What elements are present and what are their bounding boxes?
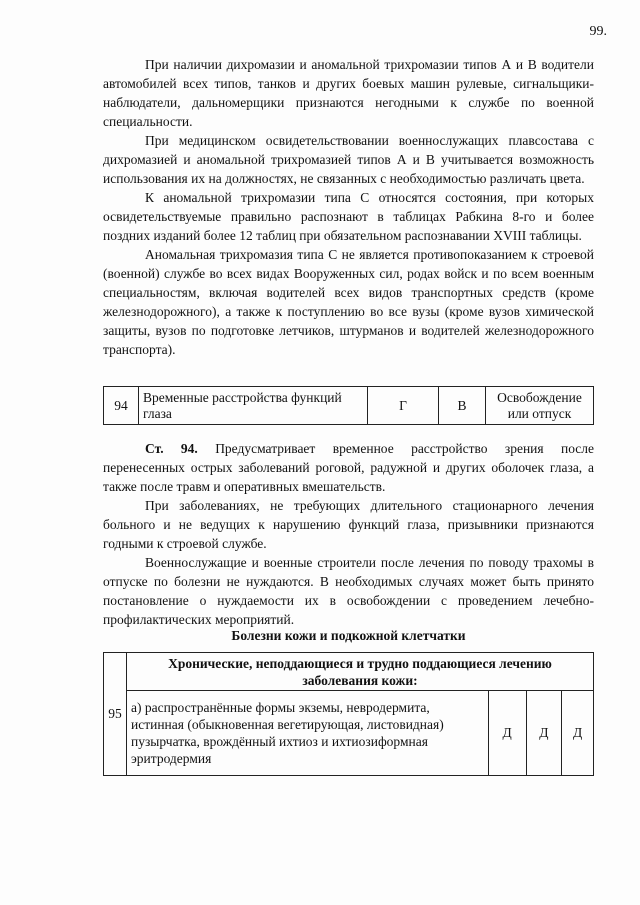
page-number: 99. [589, 24, 607, 39]
table-row [104, 387, 594, 425]
paragraph: При наличии дихромазии и аномальной трихромазии типов А и В водители автомобилей всех типов, танков и других боевых машин рулевые, сигнальщики-наблюдатели, дальномерщики признаются негодными к службе по военной специальности. [103, 57, 594, 129]
paragraph: При медицинском освидетельствовании военнослужащих плавсостава с дихромазией и аномальной трихромазией типов А и В учитывается возможность использования их на должностях, не связанных с необходимостью различать цвета. [103, 133, 594, 186]
paragraph: Военнослужащие и военные строители после лечения по поводу трахомы в отпуске по болезни не нуждаются. В необходимых случаях может быть принято постановление о нуждаемости их в освобождении с проведением лечебно-профилактических мероприятий. [103, 555, 594, 627]
category-cell-2: В [439, 387, 486, 425]
table-row [104, 653, 594, 691]
paragraph [103, 439, 594, 496]
category-cell-3: Освобождение или отпуск [486, 387, 594, 425]
article-94-text-block [103, 439, 594, 629]
article-number-cell: 94 [104, 387, 139, 425]
group-header-cell: Хронические, неподдающиеся и трудно поддающиеся лечению заболевания кожи: [126, 653, 593, 691]
category-cell-3: Д [562, 691, 594, 776]
paragraph: Аномальная трихромазия типа С не является противопоказанием к строевой (военной) службе во всех видах Вооруженных сил, родах войск и по всем военным специальностям, включая водителей всех видов транспортных средств (кроме железнодорожного), а также к поступлению во все вузы (кроме вузов химической защиты, вузов по подготовке летчиков, штурманов и водителей железнодорожного транспорта). [103, 247, 594, 357]
disease-description-cell: а) распространённые формы экземы, невродермита, истинная (обыкновенная вегетирующая, листовидная) пузырчатка, врождённый ихтиоз и ихтиозиформная эритродермия [126, 691, 488, 776]
category-cell-1: Д [488, 691, 526, 776]
disease-description-cell: Временные расстройства функций глаза [139, 387, 368, 425]
article-94-table [103, 386, 594, 425]
top-text-block [103, 55, 594, 359]
article-number-cell: 95 [104, 653, 127, 776]
paragraph: К аномальной трихромазии типа С относятся состояния, при которых освидетельствуемые правильно распознают в таблицах Рабкина 8-го и более поздних изданий более 12 таблиц при обязательном распознавании XVIII таблицы. [103, 190, 594, 243]
table-row [104, 691, 594, 776]
section-heading: Болезни кожи и подкожной клетчатки [231, 628, 466, 643]
article-label: Ст. 94. [145, 441, 198, 456]
article-95-table [103, 652, 594, 776]
article-text: Предусматривает временное расстройство зрения после перенесенных острых заболеваний роговой, радужной и других оболочек глаза, а также после травм и оперативных вмешательств. [103, 441, 595, 494]
category-cell-1: Г [368, 387, 439, 425]
category-cell-2: Д [526, 691, 562, 776]
paragraph: При заболеваниях, не требующих длительного стационарного лечения больного и не ведущих к нарушению функций глаза, призывники признаются годными к строевой службе. [103, 498, 594, 551]
